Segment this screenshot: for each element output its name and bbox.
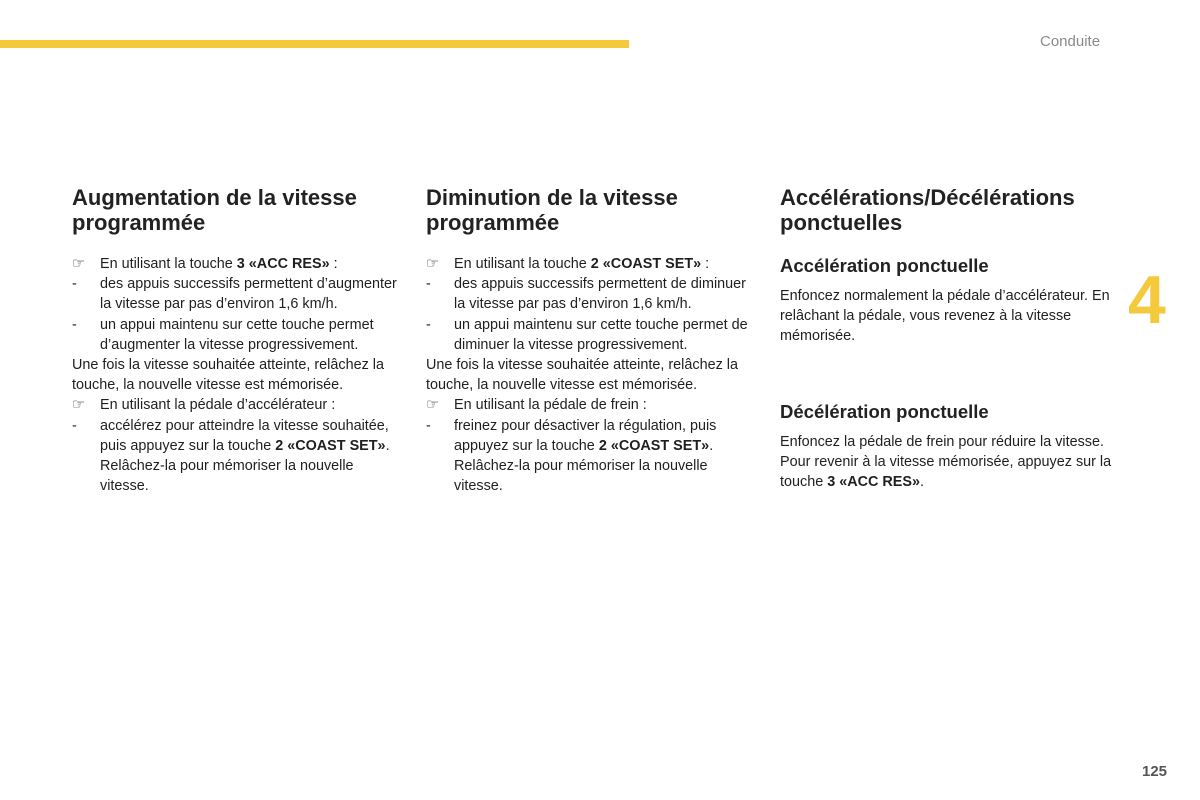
bullet-text: : xyxy=(701,256,710,272)
spacer xyxy=(780,347,1120,400)
dash-item xyxy=(426,315,751,355)
dash-text: un appui maintenu sur cette touche permet de diminuer la vitesse progressivement. xyxy=(454,316,748,353)
heading-speed-decrease: Diminution de la vitesse programmée xyxy=(426,185,678,235)
paragraph-text: . xyxy=(920,474,924,491)
column-speed-decrease xyxy=(426,185,751,496)
column-punctual-changes xyxy=(780,185,1120,492)
heading-punctual-changes: Accélérations/Décélérations ponctuelles xyxy=(780,185,1075,235)
dash-item xyxy=(72,315,397,355)
key-label: 2 «COAST SET» xyxy=(598,437,710,454)
key-label: 2 «COAST SET» xyxy=(590,256,702,272)
key-label: 3 «ACC RES» xyxy=(236,256,330,272)
dash-text: un appui maintenu sur cette touche permet d’augmenter la vitesse progressivement. xyxy=(100,316,374,353)
bullet-text: En utilisant la touche xyxy=(454,256,591,272)
dash-item xyxy=(426,416,751,497)
section-title: Conduite xyxy=(1040,33,1101,50)
header-accent-bar xyxy=(0,40,629,48)
dash-text: des appuis successifs permettent de diminuer la vitesse par pas d’environ 1,6 km/h. xyxy=(454,276,746,313)
paragraph-acceleration: Enfoncez normalement la pédale d’accélérateur. En relâchant la pédale, vous revenez à la vitesse mémorisée. xyxy=(780,288,1110,345)
bullet-item xyxy=(426,254,751,274)
hand-pointer-icon: ☞ xyxy=(426,397,439,414)
paragraph: Une fois la vitesse souhaitée atteinte, relâchez la touche, la nouvelle vitesse est mémorisée. xyxy=(72,357,384,394)
bullet-item xyxy=(72,395,397,415)
hand-pointer-icon: ☞ xyxy=(72,397,85,414)
dash-text: freinez pour désactiver la régulation, puis appuyez sur la touche xyxy=(454,417,717,454)
dash-text: accélérez pour atteindre la vitesse souhaitée, puis appuyez sur la touche xyxy=(100,417,389,454)
subheading-deceleration: Décélération ponctuelle xyxy=(780,400,989,422)
dash-text: . Relâchez-la pour mémoriser la nouvelle vitesse. xyxy=(100,437,390,495)
dash-marker: - xyxy=(72,316,77,333)
bullet-text: : xyxy=(329,256,338,272)
dash-item xyxy=(426,274,751,314)
paragraph: Une fois la vitesse souhaitée atteinte, relâchez la touche, la nouvelle vitesse est mémorisée. xyxy=(426,357,738,394)
paragraph-deceleration xyxy=(780,432,1120,493)
hand-pointer-icon: ☞ xyxy=(426,256,439,272)
column-speed-increase xyxy=(72,185,397,496)
dash-marker: - xyxy=(72,276,77,293)
dash-item xyxy=(72,274,397,314)
dash-marker: - xyxy=(426,276,431,293)
key-label: 3 «ACC RES» xyxy=(827,474,920,491)
bullet-text: En utilisant la touche xyxy=(100,256,237,272)
dash-text: . Relâchez-la pour mémoriser la nouvelle vitesse. xyxy=(454,437,714,495)
dash-marker: - xyxy=(426,316,431,333)
chapter-number: 4 xyxy=(1128,262,1166,338)
hand-pointer-icon: ☞ xyxy=(72,256,85,272)
key-label: 2 «COAST SET» xyxy=(275,437,386,454)
dash-text: des appuis successifs permettent d’augmenter la vitesse par pas d’environ 1,6 km/h. xyxy=(100,276,397,313)
paragraph-text: Enfoncez la pédale de frein pour réduire la vitesse. Pour revenir à la vitesse mémorisée, appuyez sur la touche xyxy=(780,433,1112,491)
dash-item xyxy=(72,416,397,497)
bullet-text: En utilisant la pédale de frein : xyxy=(454,397,647,414)
heading-speed-increase: Augmentation de la vitesse programmée xyxy=(72,185,357,235)
bullet-item xyxy=(72,254,397,274)
bullet-text: En utilisant la pédale d’accélérateur : xyxy=(100,397,336,414)
dash-marker: - xyxy=(72,417,77,434)
page-number: 125 xyxy=(1142,763,1168,780)
bullet-item xyxy=(426,395,751,415)
dash-marker: - xyxy=(426,417,431,434)
subheading-acceleration: Accélération ponctuelle xyxy=(780,255,989,276)
